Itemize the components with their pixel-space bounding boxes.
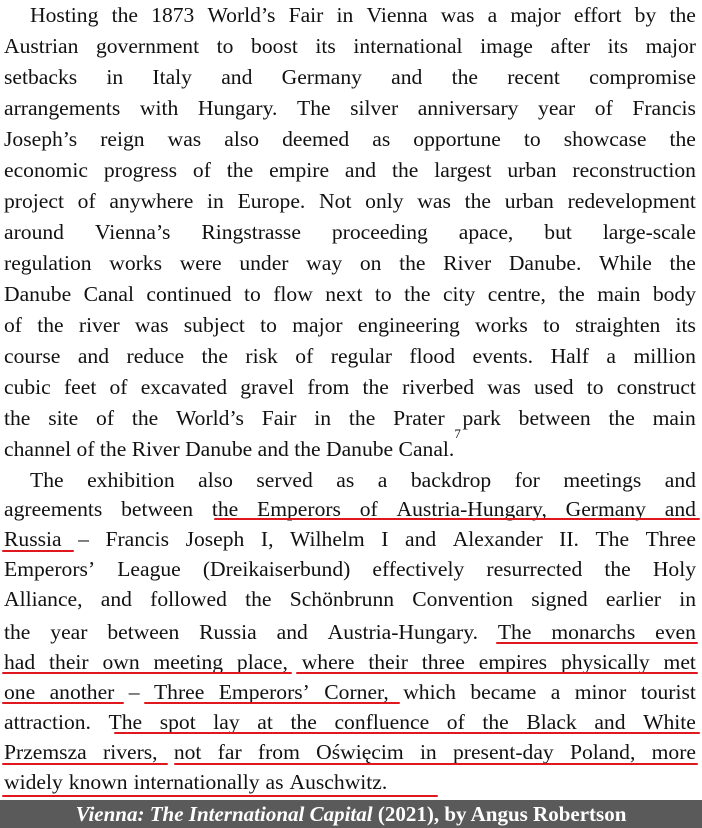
text-line	[30, 465, 696, 496]
word: widely	[4, 770, 63, 794]
word: Danube	[4, 282, 72, 306]
word: Danube.	[508, 251, 582, 275]
word: tourist	[640, 680, 696, 704]
word: the	[4, 620, 31, 644]
word: gravel	[240, 375, 295, 399]
word: Hosting	[30, 3, 99, 27]
word: of	[295, 344, 314, 368]
word: to	[586, 375, 604, 399]
word: straighten	[575, 313, 661, 337]
word: the	[362, 375, 389, 399]
word: of	[359, 497, 378, 521]
word: (Dreikaiserbund)	[202, 557, 351, 581]
word: of	[446, 710, 465, 734]
word: and	[594, 710, 626, 734]
word: –	[78, 527, 89, 551]
word: of	[4, 313, 22, 337]
word: The	[595, 527, 630, 551]
word: Ringstrasse	[201, 220, 301, 244]
word: international	[353, 34, 463, 58]
highlight-underline	[2, 795, 438, 797]
highlight-underline	[214, 518, 700, 520]
word: as	[336, 468, 355, 492]
word: at	[257, 710, 273, 734]
word: year	[538, 96, 576, 120]
word: on	[359, 251, 382, 275]
word: Corner,	[324, 680, 389, 704]
line-text: channel of the River Danube and the Danube Canal.	[4, 437, 455, 461]
word: major	[510, 3, 561, 27]
word: and	[404, 527, 437, 551]
word: the	[37, 313, 64, 337]
word: Black	[526, 710, 577, 734]
word: to	[244, 282, 261, 306]
word: year	[50, 620, 88, 644]
word: more	[651, 740, 696, 764]
word: the	[290, 710, 317, 734]
word: the	[399, 251, 426, 275]
word: largest	[434, 158, 492, 182]
word: earlier	[605, 587, 661, 611]
word: the	[226, 158, 254, 182]
word: the	[4, 406, 31, 430]
word: to	[216, 34, 234, 58]
word: reconstruction	[572, 158, 696, 182]
word: present-day	[452, 740, 554, 764]
word: were	[179, 251, 222, 275]
word: spot	[159, 710, 196, 734]
word: by	[634, 3, 657, 27]
word: risk	[245, 344, 278, 368]
word: World’s	[207, 3, 276, 27]
word: Half	[550, 344, 589, 368]
text-line	[4, 248, 696, 279]
word: their	[49, 650, 89, 674]
word: Fair	[288, 3, 324, 27]
word: river	[78, 313, 120, 337]
word: works	[109, 251, 163, 275]
word: was	[134, 313, 169, 337]
word: the	[245, 587, 272, 611]
word: the	[604, 557, 631, 581]
word: continued	[146, 282, 232, 306]
highlight-underline	[174, 763, 698, 765]
book-citation-caption	[0, 800, 702, 828]
word: large-scale	[602, 220, 696, 244]
word: its	[607, 34, 629, 58]
word: arrangements	[4, 96, 121, 120]
word: The	[297, 96, 331, 120]
word: a	[487, 3, 498, 27]
highlight-underline	[496, 642, 698, 644]
word: Germany	[281, 65, 362, 89]
word: next	[325, 282, 363, 306]
word: internationally	[133, 770, 260, 794]
word: events.	[472, 344, 534, 368]
word: deemed	[282, 127, 350, 151]
text-line	[4, 155, 696, 186]
word: a	[377, 468, 388, 492]
text-line	[4, 279, 696, 310]
text-line	[4, 554, 696, 585]
word: park	[462, 406, 501, 430]
word: rivers,	[103, 740, 158, 764]
word: its	[315, 34, 336, 58]
text-line	[4, 524, 696, 555]
word: redevelopment	[567, 189, 696, 213]
word: the	[482, 710, 509, 734]
word: main	[652, 406, 696, 430]
word: Joseph’s	[4, 127, 78, 151]
word: Emperors’	[218, 680, 310, 704]
word: World’s	[176, 406, 244, 430]
word: between	[107, 620, 180, 644]
word: also	[224, 127, 260, 151]
word: main	[597, 282, 641, 306]
word: the	[211, 497, 239, 521]
word: used	[534, 375, 574, 399]
footnote-marker: 7	[454, 426, 461, 441]
word: Auschwitz.	[289, 770, 388, 794]
word: effectively	[372, 557, 465, 581]
word: only	[365, 189, 404, 213]
word: the	[558, 282, 585, 306]
word: opportune	[413, 127, 501, 151]
word: Three	[153, 680, 205, 704]
text-line	[4, 372, 696, 403]
word: as	[265, 770, 284, 794]
word: The	[108, 710, 143, 734]
word: course	[4, 344, 61, 368]
word: exhibition	[87, 468, 175, 492]
word: government	[95, 34, 200, 58]
word: in	[419, 740, 437, 764]
word: site	[48, 406, 79, 430]
word: subject	[183, 313, 245, 337]
word: Schönbrunn	[289, 587, 395, 611]
word: construct	[616, 375, 696, 399]
highlight-underline	[296, 672, 698, 674]
word: was	[440, 3, 475, 27]
word: Vienna’s	[94, 220, 171, 244]
word: Fair	[261, 406, 297, 430]
word: excavated	[140, 375, 227, 399]
word: anniversary	[417, 96, 519, 120]
word: and	[664, 497, 696, 521]
word: also	[198, 468, 233, 492]
word: the	[404, 282, 431, 306]
word: Oświęcim	[316, 740, 404, 764]
word: Not	[319, 189, 352, 213]
word: of	[594, 96, 613, 120]
word: reduce	[126, 344, 185, 368]
word: to	[543, 313, 560, 337]
word: place,	[236, 650, 288, 674]
word: and	[100, 587, 132, 611]
word: where	[301, 650, 355, 674]
word: a	[550, 680, 561, 704]
word: in	[679, 587, 696, 611]
word: between	[518, 406, 591, 430]
word: of	[96, 406, 115, 430]
word: the	[451, 65, 478, 89]
word: regulation	[4, 251, 92, 275]
word: setbacks	[4, 65, 78, 89]
text-line	[4, 62, 696, 93]
word: League	[117, 557, 181, 581]
word: the	[669, 3, 696, 27]
word: anywhere	[109, 189, 194, 213]
word: of	[109, 375, 128, 399]
highlight-underline	[114, 732, 700, 734]
word: The	[30, 468, 64, 492]
word: Russia	[4, 527, 62, 551]
word: major	[645, 34, 696, 58]
word: signed	[531, 587, 588, 611]
word: not	[173, 740, 202, 764]
word: Poland,	[569, 740, 636, 764]
word: the	[201, 344, 228, 368]
book-title: Vienna: The International Capital	[75, 802, 373, 826]
word: II.	[559, 527, 579, 551]
word: Canal	[83, 282, 134, 306]
word: far	[217, 740, 242, 764]
highlight-underline	[2, 672, 292, 674]
word: Austrian	[4, 34, 79, 58]
word: one	[4, 680, 36, 704]
word: Alliance,	[4, 587, 83, 611]
word: White	[643, 710, 696, 734]
word: backdrop	[410, 468, 492, 492]
word: a	[606, 344, 617, 368]
text-line	[4, 186, 696, 217]
word: Europe.	[237, 189, 306, 213]
word: to	[523, 127, 541, 151]
word: flood	[409, 344, 456, 368]
word: flow	[273, 282, 313, 306]
word: Convention	[412, 587, 514, 611]
word: confluence	[334, 710, 430, 734]
text-line	[4, 310, 696, 341]
word: attraction.	[4, 710, 91, 734]
word: from	[257, 740, 300, 764]
word: in	[314, 406, 332, 430]
word: centre,	[487, 282, 546, 306]
word: agreements	[4, 497, 103, 521]
word: Przemsza	[4, 740, 87, 764]
word: The	[497, 620, 532, 644]
word: from	[307, 375, 350, 399]
word: and	[221, 65, 253, 89]
word: the	[348, 406, 376, 430]
highlight-underline	[144, 702, 400, 704]
word: around	[4, 220, 64, 244]
word: Francis	[632, 96, 696, 120]
word: under	[239, 251, 289, 275]
word: way	[306, 251, 343, 275]
word: engineering	[357, 313, 460, 337]
word: 1873	[151, 3, 195, 27]
text-line	[4, 31, 696, 62]
text-line	[4, 93, 696, 124]
text-line	[4, 403, 696, 434]
text-line	[4, 124, 696, 155]
word: silver	[350, 96, 399, 120]
word: followed	[150, 587, 227, 611]
word: known	[68, 770, 128, 794]
word: Wilhelm	[290, 527, 365, 551]
word: the	[131, 406, 159, 430]
citation-details: (2021), by Angus Robertson	[372, 802, 627, 826]
word: million	[633, 344, 696, 368]
word: feet	[63, 375, 97, 399]
word: River	[443, 251, 492, 275]
word: after	[550, 34, 591, 58]
word: meetings	[563, 468, 642, 492]
text-line	[4, 426, 696, 465]
word: to	[374, 282, 392, 306]
highlight-underline	[2, 763, 168, 765]
word: their	[368, 650, 408, 674]
word: physically	[560, 650, 650, 674]
word: as	[372, 127, 391, 151]
word: resurrected	[486, 557, 583, 581]
text-line	[30, 0, 696, 31]
word: and	[276, 620, 308, 644]
word: body	[652, 282, 696, 306]
word: even	[655, 620, 696, 644]
text-line	[4, 494, 696, 525]
word: reign	[100, 127, 145, 151]
word: in	[207, 189, 224, 213]
word: served	[256, 468, 313, 492]
word: project	[4, 189, 64, 213]
word: of	[77, 189, 96, 213]
word: Germany	[565, 497, 646, 521]
word: became	[470, 680, 537, 704]
word: image	[480, 34, 533, 58]
word: of	[192, 158, 211, 182]
word: was	[167, 127, 202, 151]
word: progress	[103, 158, 178, 182]
word: the	[111, 3, 138, 27]
word: the	[669, 251, 696, 275]
word: in	[336, 3, 354, 27]
word: the	[608, 406, 635, 430]
word: and	[391, 65, 423, 89]
word: Alexander	[452, 527, 543, 551]
word: the	[464, 189, 491, 213]
word: met	[663, 650, 696, 674]
word: riverbed	[402, 375, 475, 399]
word: proceeding	[331, 220, 428, 244]
word: major	[292, 313, 343, 337]
word: the	[392, 158, 419, 182]
text-line	[4, 217, 696, 248]
word: Prater	[393, 406, 445, 430]
word: Emperors	[257, 497, 341, 521]
word: had	[4, 650, 36, 674]
word: compromise	[589, 65, 696, 89]
text-line	[4, 341, 696, 372]
word: own	[102, 650, 140, 674]
word: –	[128, 680, 140, 704]
word: between	[121, 497, 194, 521]
word: city	[442, 282, 476, 306]
word: with	[139, 96, 179, 120]
word: was	[487, 375, 521, 399]
word: minor	[574, 680, 627, 704]
word: but	[544, 220, 572, 244]
word: and	[344, 158, 377, 182]
word: three	[421, 650, 465, 674]
highlight-underline	[2, 702, 124, 704]
highlight-underline	[2, 550, 74, 552]
word: Joseph	[185, 527, 245, 551]
word: boost	[251, 34, 298, 58]
word: I	[381, 527, 389, 551]
word: and	[77, 344, 110, 368]
word: Three	[645, 527, 696, 551]
word: which	[403, 680, 456, 704]
word: meeting	[153, 650, 224, 674]
word: Holy	[652, 557, 696, 581]
word: urban	[507, 158, 557, 182]
word: While	[599, 251, 652, 275]
word: Francis	[105, 527, 170, 551]
word: recent	[507, 65, 560, 89]
word: Russia	[199, 620, 257, 644]
word: cubic	[4, 375, 51, 399]
word: regular	[330, 344, 392, 368]
word: Austria-Hungary.	[327, 620, 478, 644]
word: showcase	[563, 127, 647, 151]
word: Italy	[152, 65, 192, 89]
word: was	[417, 189, 451, 213]
word: Austria-Hungary,	[396, 497, 547, 521]
word: works	[475, 313, 528, 337]
word: Emperors’	[4, 557, 96, 581]
word: economic	[4, 158, 88, 182]
word: I,	[260, 527, 274, 551]
word: apace,	[458, 220, 514, 244]
text-line	[4, 767, 696, 798]
word: monarchs	[551, 620, 636, 644]
word: and	[664, 468, 696, 492]
word: lay	[213, 710, 240, 734]
word: in	[106, 65, 124, 89]
word: empire	[269, 158, 330, 182]
word: urban	[504, 189, 554, 213]
word: empires	[478, 650, 548, 674]
word: its	[675, 313, 696, 337]
word: for	[514, 468, 540, 492]
word: to	[260, 313, 277, 337]
word: the	[669, 127, 696, 151]
text-line	[4, 584, 696, 615]
word: effort	[573, 3, 622, 27]
word: another	[49, 680, 115, 704]
word: Vienna	[366, 3, 428, 27]
word: Hungary.	[197, 96, 278, 120]
